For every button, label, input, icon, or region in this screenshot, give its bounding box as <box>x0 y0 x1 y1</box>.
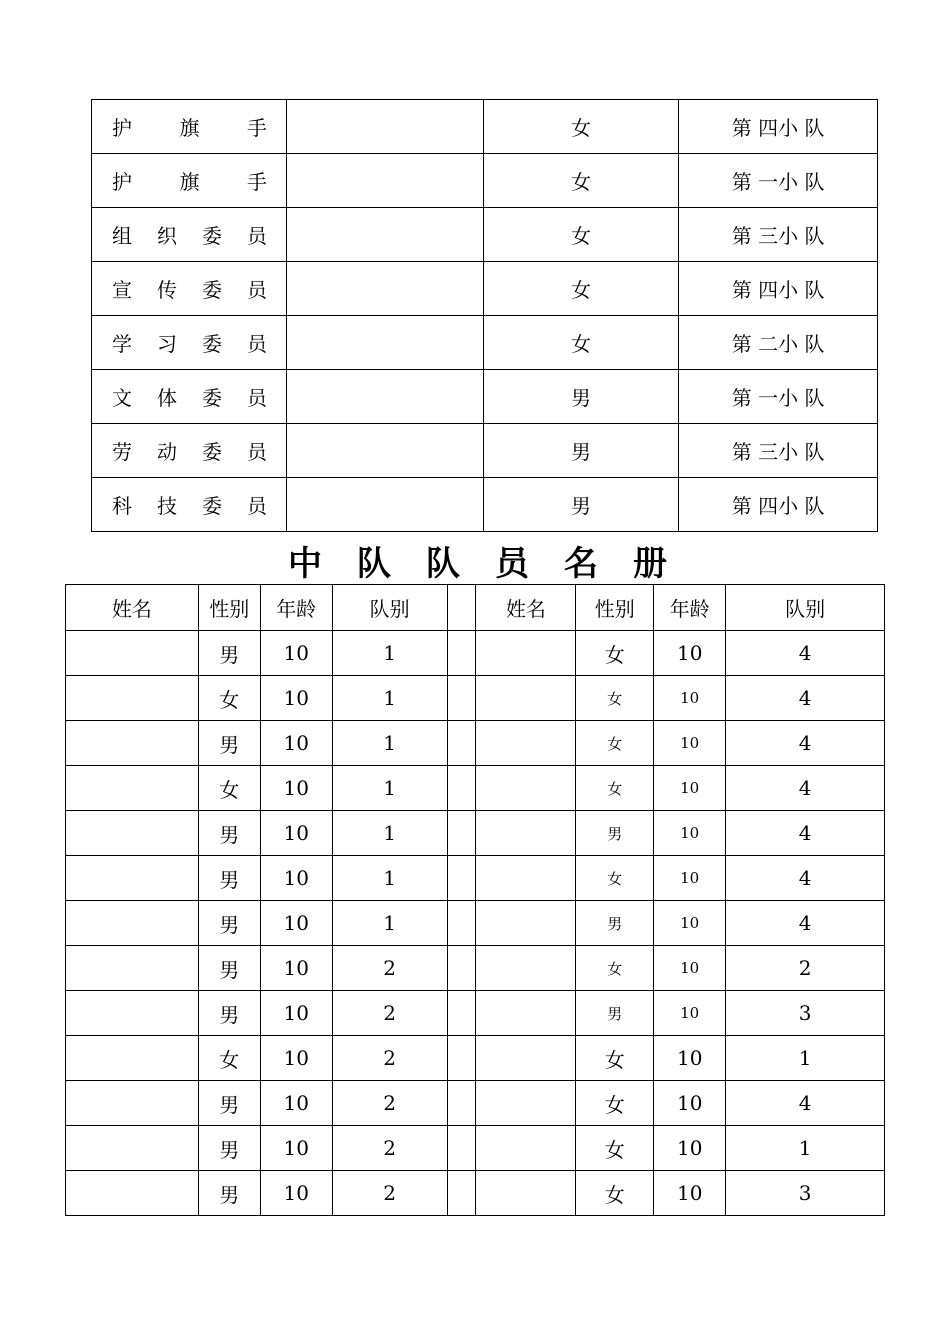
officer-squad: 第 一小 队 <box>679 154 878 208</box>
left-gender: 女 <box>198 766 260 811</box>
left-age: 10 <box>260 676 332 721</box>
officer-squad: 第 三小 队 <box>679 208 878 262</box>
officer-role <box>92 370 287 424</box>
left-name <box>66 631 199 676</box>
column-gap <box>447 676 476 721</box>
table-row <box>66 856 885 901</box>
right-gender: 女 <box>576 676 654 721</box>
left-age: 10 <box>260 901 332 946</box>
left-gender: 男 <box>198 946 260 991</box>
officer-role-text: 组织委员 <box>112 224 267 248</box>
left-squad: 1 <box>332 631 447 676</box>
left-name <box>66 766 199 811</box>
officer-name <box>286 154 483 208</box>
right-age: 10 <box>654 811 726 856</box>
column-gap <box>447 946 476 991</box>
left-squad: 2 <box>332 1126 447 1171</box>
roster-table-body <box>66 631 885 1216</box>
table-row <box>66 1126 885 1171</box>
column-gap <box>447 1126 476 1171</box>
officer-row <box>92 478 878 532</box>
officer-row <box>92 154 878 208</box>
right-gender: 女 <box>576 856 654 901</box>
left-squad: 1 <box>332 811 447 856</box>
right-squad: 3 <box>726 991 885 1036</box>
officer-squad: 第 四小 队 <box>679 262 878 316</box>
left-gender: 女 <box>198 1036 260 1081</box>
officer-role-text: 科技委员 <box>112 494 267 518</box>
officer-role <box>92 316 287 370</box>
right-age: 10 <box>654 1171 726 1216</box>
officer-role-text: 文体委员 <box>112 386 267 410</box>
officer-row <box>92 262 878 316</box>
left-squad: 2 <box>332 946 447 991</box>
column-gap <box>447 856 476 901</box>
roster-header-row <box>66 585 885 631</box>
officer-gender: 男 <box>483 478 679 532</box>
right-age: 10 <box>654 1081 726 1126</box>
right-name <box>476 1081 576 1126</box>
officer-row <box>92 208 878 262</box>
right-name <box>476 1171 576 1216</box>
table-row <box>66 1036 885 1081</box>
left-age: 10 <box>260 1081 332 1126</box>
officer-gender: 男 <box>483 370 679 424</box>
officer-gender: 女 <box>483 208 679 262</box>
officer-gender: 女 <box>483 100 679 154</box>
left-name <box>66 1036 199 1081</box>
right-age: 10 <box>654 946 726 991</box>
right-squad: 4 <box>726 766 885 811</box>
right-age: 10 <box>654 1036 726 1081</box>
left-squad: 1 <box>332 676 447 721</box>
column-gap <box>447 1036 476 1081</box>
left-gender: 男 <box>198 811 260 856</box>
right-gender: 女 <box>576 766 654 811</box>
header-age-right: 年龄 <box>654 585 726 631</box>
left-gender: 男 <box>198 1171 260 1216</box>
column-gap <box>447 1171 476 1216</box>
table-row <box>66 946 885 991</box>
officer-gender: 女 <box>483 262 679 316</box>
left-age: 10 <box>260 946 332 991</box>
right-name <box>476 856 576 901</box>
left-squad: 2 <box>332 1081 447 1126</box>
right-age: 10 <box>654 856 726 901</box>
officer-role-text: 劳动委员 <box>112 440 267 464</box>
table-row <box>66 1171 885 1216</box>
officer-squad: 第 三小 队 <box>679 424 878 478</box>
officer-role-text: 护旗手 <box>112 116 267 140</box>
left-name <box>66 1171 199 1216</box>
left-age: 10 <box>260 1036 332 1081</box>
officer-row <box>92 424 878 478</box>
left-age: 10 <box>260 1126 332 1171</box>
left-gender: 男 <box>198 721 260 766</box>
right-squad: 4 <box>726 901 885 946</box>
left-squad: 1 <box>332 901 447 946</box>
officer-role <box>92 262 287 316</box>
left-gender: 男 <box>198 1081 260 1126</box>
left-squad: 1 <box>332 721 447 766</box>
left-gender: 男 <box>198 856 260 901</box>
officer-name <box>286 370 483 424</box>
left-gender: 男 <box>198 631 260 676</box>
left-age: 10 <box>260 631 332 676</box>
officer-gender: 女 <box>483 316 679 370</box>
column-gap <box>447 1081 476 1126</box>
header-age-left: 年龄 <box>260 585 332 631</box>
right-name <box>476 1036 576 1081</box>
officer-role <box>92 424 287 478</box>
right-age: 10 <box>654 676 726 721</box>
table-row <box>66 676 885 721</box>
right-squad: 1 <box>726 1036 885 1081</box>
right-age: 10 <box>654 991 726 1036</box>
left-gender: 男 <box>198 1126 260 1171</box>
left-age: 10 <box>260 811 332 856</box>
officer-role-text: 学习委员 <box>112 332 267 356</box>
officer-name <box>286 262 483 316</box>
left-name <box>66 946 199 991</box>
right-name <box>476 676 576 721</box>
right-squad: 3 <box>726 1171 885 1216</box>
officer-squad: 第 四小 队 <box>679 100 878 154</box>
column-gap <box>447 631 476 676</box>
left-name <box>66 721 199 766</box>
left-name <box>66 811 199 856</box>
right-gender: 女 <box>576 1171 654 1216</box>
right-squad: 4 <box>726 811 885 856</box>
right-name <box>476 766 576 811</box>
right-age: 10 <box>654 721 726 766</box>
table-row <box>66 766 885 811</box>
right-gender: 女 <box>576 721 654 766</box>
right-squad: 4 <box>726 631 885 676</box>
right-squad: 4 <box>726 1081 885 1126</box>
right-age: 10 <box>654 1126 726 1171</box>
officer-squad: 第 二小 队 <box>679 316 878 370</box>
left-squad: 1 <box>332 856 447 901</box>
right-gender: 女 <box>576 1081 654 1126</box>
page-title: 中队队员名册 <box>288 544 702 584</box>
right-name <box>476 1126 576 1171</box>
left-gender: 女 <box>198 676 260 721</box>
left-name <box>66 991 199 1036</box>
left-age: 10 <box>260 721 332 766</box>
right-gender: 女 <box>576 1036 654 1081</box>
column-gap <box>447 991 476 1036</box>
officer-name <box>286 478 483 532</box>
left-name <box>66 901 199 946</box>
left-age: 10 <box>260 856 332 901</box>
officer-name <box>286 208 483 262</box>
header-squad-left: 队别 <box>332 585 447 631</box>
officer-name <box>286 424 483 478</box>
right-gender: 女 <box>576 946 654 991</box>
table-row <box>66 901 885 946</box>
officer-squad: 第 四小 队 <box>679 478 878 532</box>
column-gap <box>447 721 476 766</box>
table-row <box>66 721 885 766</box>
officer-role-text: 护旗手 <box>112 170 267 194</box>
right-gender: 男 <box>576 991 654 1036</box>
left-name <box>66 856 199 901</box>
officer-role <box>92 208 287 262</box>
right-age: 10 <box>654 901 726 946</box>
right-age: 10 <box>654 766 726 811</box>
officer-table-body <box>92 100 878 532</box>
right-squad: 4 <box>726 676 885 721</box>
officer-role-text: 宣传委员 <box>112 278 267 302</box>
roster-table <box>65 584 885 1216</box>
officer-role <box>92 154 287 208</box>
right-name <box>476 991 576 1036</box>
officer-row <box>92 370 878 424</box>
table-row <box>66 631 885 676</box>
right-name <box>476 811 576 856</box>
header-name-right: 姓名 <box>476 585 576 631</box>
header-gender-left: 性别 <box>198 585 260 631</box>
left-name <box>66 676 199 721</box>
left-squad: 2 <box>332 1036 447 1081</box>
officer-name <box>286 316 483 370</box>
header-squad-right: 队别 <box>726 585 885 631</box>
column-gap <box>447 901 476 946</box>
right-name <box>476 901 576 946</box>
officer-gender: 男 <box>483 424 679 478</box>
right-squad: 4 <box>726 856 885 901</box>
column-gap <box>447 766 476 811</box>
right-name <box>476 721 576 766</box>
officer-row <box>92 316 878 370</box>
left-gender: 男 <box>198 901 260 946</box>
officer-table <box>91 99 878 532</box>
column-gap <box>447 811 476 856</box>
left-age: 10 <box>260 991 332 1036</box>
left-age: 10 <box>260 766 332 811</box>
right-name <box>476 631 576 676</box>
right-squad: 1 <box>726 1126 885 1171</box>
left-squad: 2 <box>332 1171 447 1216</box>
right-gender: 男 <box>576 811 654 856</box>
table-row <box>66 1081 885 1126</box>
officer-gender: 女 <box>483 154 679 208</box>
right-name <box>476 946 576 991</box>
column-gap <box>447 585 476 631</box>
table-row <box>66 811 885 856</box>
left-squad: 1 <box>332 766 447 811</box>
officer-role <box>92 478 287 532</box>
officer-name <box>286 100 483 154</box>
left-age: 10 <box>260 1171 332 1216</box>
left-name <box>66 1081 199 1126</box>
right-age: 10 <box>654 631 726 676</box>
officer-role <box>92 100 287 154</box>
right-gender: 男 <box>576 901 654 946</box>
right-gender: 女 <box>576 1126 654 1171</box>
officer-row <box>92 100 878 154</box>
left-squad: 2 <box>332 991 447 1036</box>
right-squad: 4 <box>726 721 885 766</box>
left-gender: 男 <box>198 991 260 1036</box>
table-row <box>66 991 885 1036</box>
header-name-left: 姓名 <box>66 585 199 631</box>
right-gender: 女 <box>576 631 654 676</box>
left-name <box>66 1126 199 1171</box>
officer-squad: 第 一小 队 <box>679 370 878 424</box>
right-squad: 2 <box>726 946 885 991</box>
header-gender-right: 性别 <box>576 585 654 631</box>
